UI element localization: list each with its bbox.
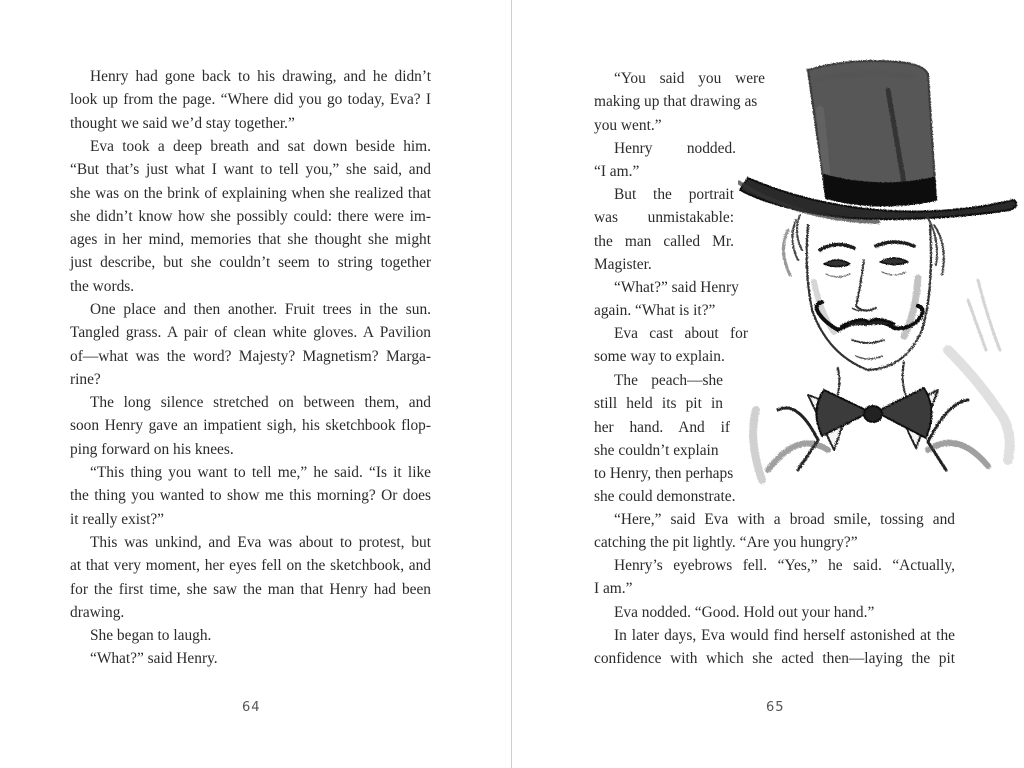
text-line: drawing.: [70, 603, 125, 621]
text-line: the thing you wanted to show me this morning? Or does: [70, 487, 431, 505]
text-line: confidence with which she acted then—laying the pit: [594, 650, 955, 668]
text-line: “What?” said Henry: [614, 279, 739, 296]
paragraph: [594, 554, 955, 601]
text-line: you went.”: [594, 116, 662, 134]
paragraph: [594, 601, 955, 624]
left-page: [0, 0, 511, 768]
text-line: “Here,” said Eva with a broad smile, tossing and: [614, 511, 955, 528]
text-line: she could demonstrate.: [594, 488, 736, 506]
paragraph: [70, 65, 431, 135]
paragraph: [70, 391, 431, 461]
text-line: she was on the brink of explaining when she realized that: [70, 184, 431, 202]
text-line: soon Henry gave an impatient sigh, his sketchbook flop-: [70, 417, 431, 435]
text-line: her hand. And if: [594, 418, 730, 436]
text-line: she couldn’t explain: [594, 441, 719, 459]
paragraph: [70, 624, 431, 671]
paragraph: [70, 298, 431, 391]
text-line: to Henry, then perhaps: [594, 465, 734, 483]
paragraph: [70, 531, 431, 624]
text-line: Henry nodded.: [614, 140, 736, 157]
text-line: still held its pit in: [594, 395, 723, 413]
text-line: again. “What is it?”: [594, 302, 716, 320]
text-line: of—what was the word? Majesty? Magnetism? Marga-: [70, 347, 431, 365]
text-line: The long silence stretched on between them, and: [90, 394, 431, 411]
text-line: for the first time, she saw the man that Henry had been: [70, 580, 431, 598]
paragraph: [70, 135, 431, 298]
text-line: But the portrait: [614, 186, 734, 203]
text-line: she didn’t know how she possibly could: there were im-: [70, 207, 431, 225]
text-line: Eva cast about for: [614, 325, 748, 342]
text-line: One place and then another. Fruit trees in the sun.: [90, 301, 431, 318]
text-line: “This thing you want to tell me,” he said. “Is it like: [90, 464, 431, 481]
text-line: Magister.: [594, 255, 652, 273]
text-line: I am.”: [594, 580, 633, 598]
text-line: ages in her mind, memories that she thought she might: [70, 231, 431, 249]
text-line: the words.: [70, 277, 135, 295]
text-line: She began to laugh.: [90, 627, 212, 644]
text-line: “I am.”: [594, 163, 640, 181]
paragraph: [594, 508, 955, 555]
text-line: In later days, Eva would find herself astonished at the: [614, 627, 955, 644]
text-line: the man called Mr.: [594, 232, 734, 250]
text-line: “But that’s just what I want to tell you,” she said, and: [70, 161, 431, 179]
text-line: making up that drawing as: [594, 93, 758, 111]
text-line: catching the pit lightly. “Are you hungry?”: [594, 534, 858, 552]
text-line: at that very moment, her eyes fell on the sketchbook, and: [70, 557, 431, 575]
text-line: look up from the page. “Where did you go today, Eva? I: [70, 91, 431, 109]
text-line: rine?: [70, 370, 101, 388]
text-line: This was unkind, and Eva was about to protest, but: [90, 534, 431, 551]
paragraph: [594, 624, 955, 671]
text-line: Eva took a deep breath and sat down beside him.: [90, 138, 431, 155]
top-hat-gentleman-portrait-icon: [738, 50, 1024, 490]
text-line: Tangled grass. A pair of clean white gloves. A Pavilion: [70, 324, 431, 342]
text-line: just describe, but she couldn’t seem to string together: [70, 254, 431, 272]
text-line: “What?” said Henry.: [90, 650, 218, 668]
page-number: 65: [766, 700, 785, 715]
text-line: “You said you were: [614, 70, 765, 87]
text-line: The peach—she: [614, 372, 723, 389]
text-line: Henry had gone back to his drawing, and he didn’t: [90, 68, 431, 85]
text-line: ping forward on his knees.: [70, 440, 234, 458]
text-line: thought we said we’d stay together.”: [70, 114, 295, 132]
paragraph: [70, 461, 431, 531]
text-line: Eva nodded. “Good. Hold out your hand.”: [614, 604, 875, 621]
text-line: some way to explain.: [594, 348, 725, 366]
text-line: was unmistakable:: [594, 209, 734, 227]
page-number: 64: [242, 700, 261, 715]
text-line: it really exist?”: [70, 510, 165, 528]
text-line: Henry’s eyebrows fell. “Yes,” he said. “Actually,: [614, 557, 955, 574]
